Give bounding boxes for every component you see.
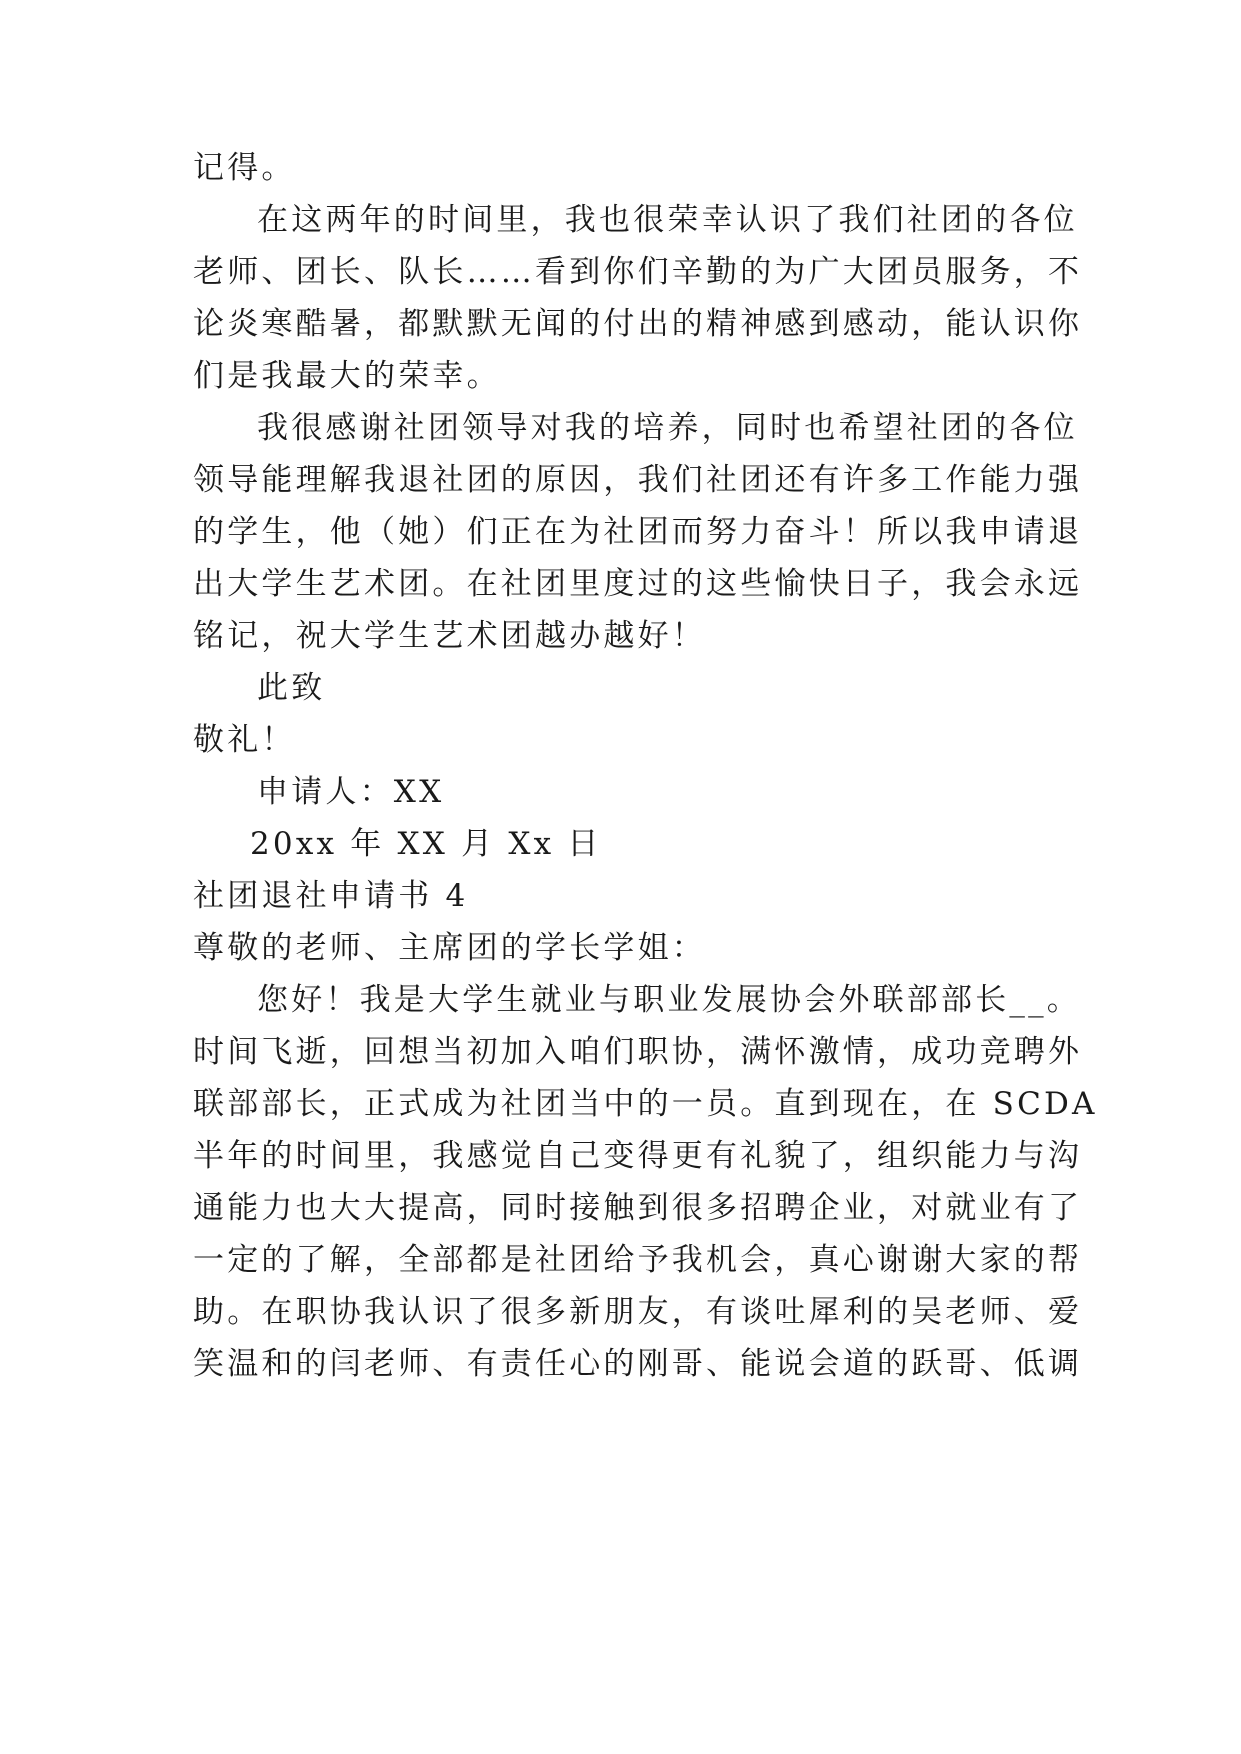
text-line: 半年的时间里，我感觉自己变得更有礼貌了，组织能力与沟: [193, 1138, 1083, 1174]
signature-date: 20xx 年 XX 月 Xx 日: [250, 826, 602, 862]
text-line: 铭记，祝大学生艺术团越办越好！: [193, 618, 706, 654]
text-line: 通能力也大大提高，同时接触到很多招聘企业，对就业有了: [193, 1190, 1083, 1226]
text-line: 助。在职协我认识了很多新朋友，有谈吐犀利的吴老师、爱: [193, 1294, 1083, 1330]
letter-greeting: 尊敬的老师、主席团的学长学姐：: [193, 930, 706, 966]
text-line: 领导能理解我退社团的原因，我们社团还有许多工作能力强: [193, 462, 1083, 498]
text-line: 记得。: [193, 150, 296, 186]
text-line: 论炎寒酷暑，都默默无闻的付出的精神感到感动，能认识你: [193, 306, 1083, 342]
text-line: 们是我最大的荣幸。: [193, 358, 501, 394]
text-line: 出大学生艺术团。在社团里度过的这些愉快日子，我会永远: [193, 566, 1083, 602]
paragraph-start: 我很感谢社团领导对我的培养，同时也希望社团的各位: [257, 410, 1078, 446]
text-line: 的学生，他（她）们正在为社团而努力奋斗！所以我申请退: [193, 514, 1083, 550]
applicant-signature: 申请人：XX: [257, 774, 445, 810]
text-line: 一定的了解，全部都是社团给予我机会，真心谢谢大家的帮: [193, 1242, 1083, 1278]
closing-salutation: 此致: [257, 670, 326, 706]
paragraph-start: 您好！我是大学生就业与职业发展协会外联部部长__。: [257, 982, 1081, 1018]
text-line: 笑温和的闫老师、有责任心的刚哥、能说会道的跃哥、低调: [193, 1346, 1083, 1382]
section-title: 社团退社申请书 4: [193, 878, 469, 914]
text-line: 联部部长，正式成为社团当中的一员。直到现在，在 SCDA: [193, 1086, 1098, 1122]
paragraph-start: 在这两年的时间里，我也很荣幸认识了我们社团的各位: [257, 202, 1078, 238]
text-line: 老师、团长、队长……看到你们辛勤的为广大团员服务，不: [193, 254, 1083, 290]
text-line: 时间飞逝，回想当初加入咱们职协，满怀激情，成功竞聘外: [193, 1034, 1083, 1070]
closing-regards: 敬礼！: [193, 722, 296, 758]
